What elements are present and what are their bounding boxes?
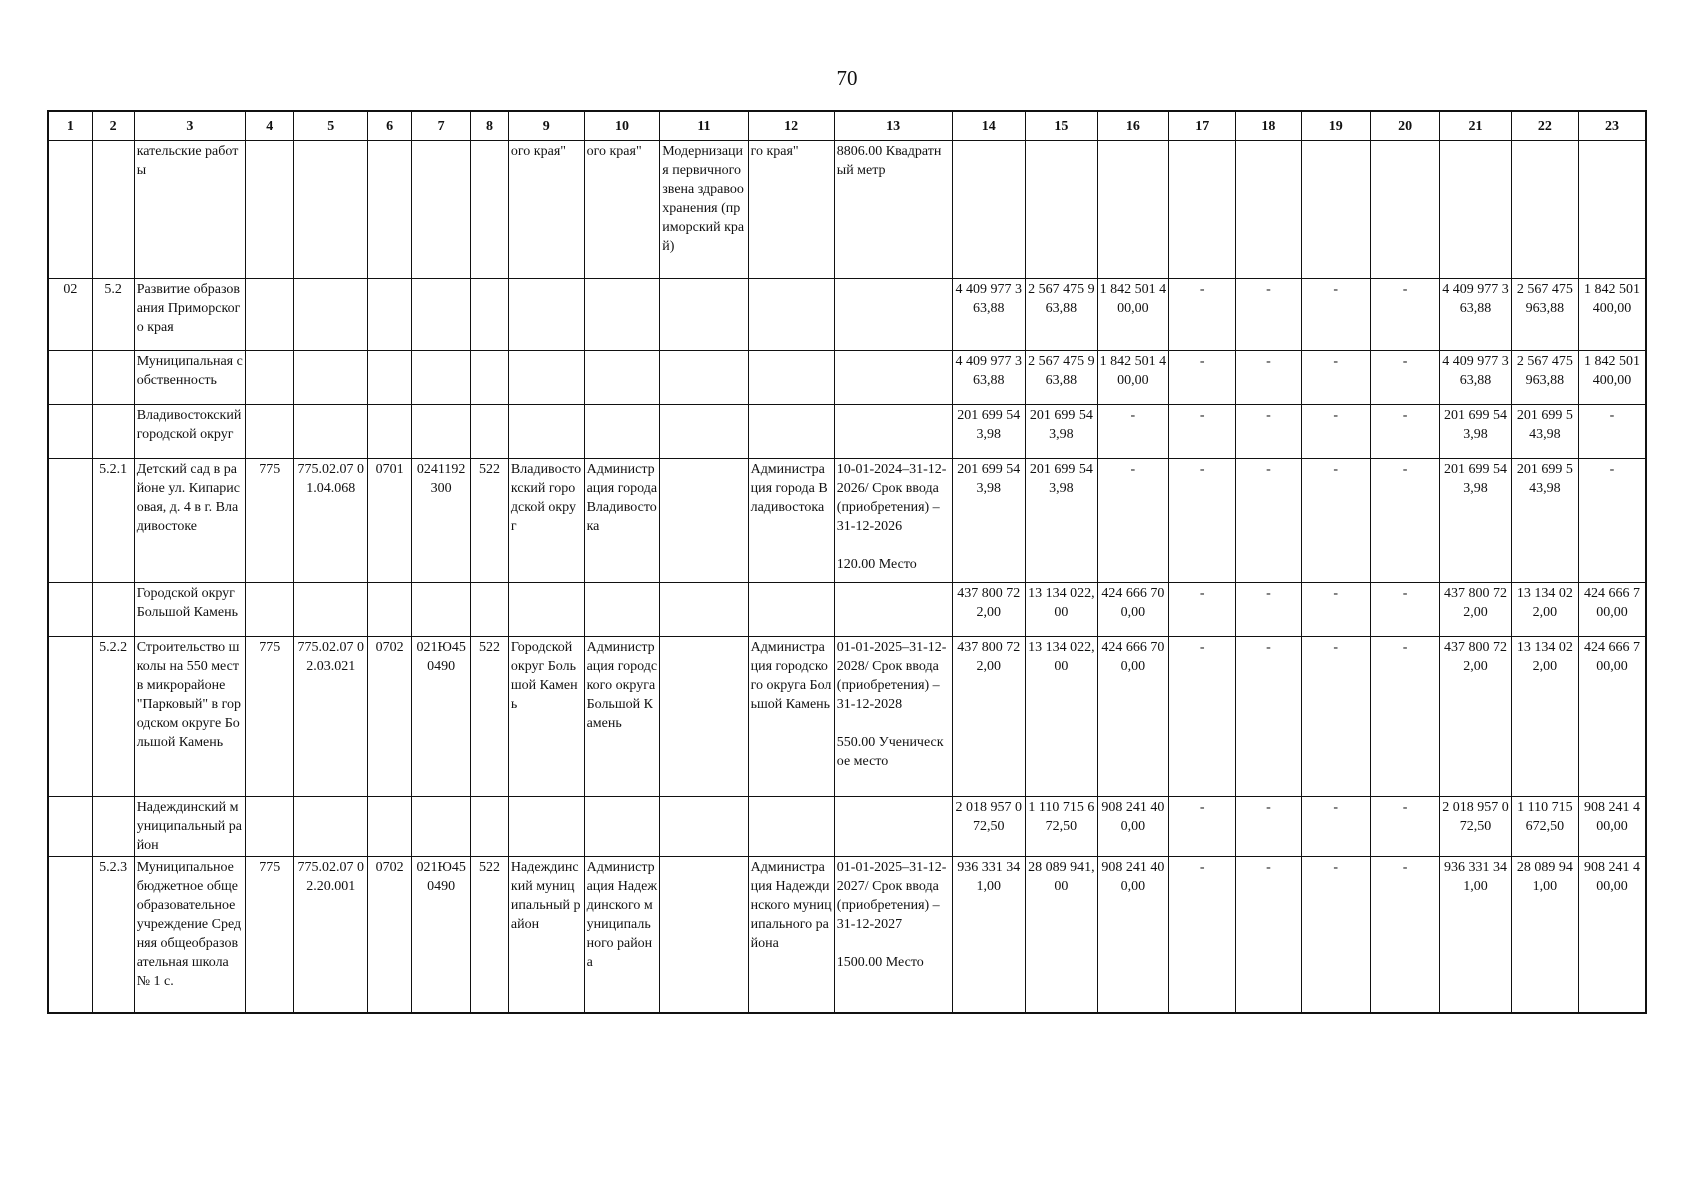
cell-col-19: - [1301,583,1370,637]
cell-col-23: 908 241 400,00 [1579,797,1646,857]
cell-col-12: Администрация Надеждинского муниципального района [748,857,834,1013]
cell-col-8 [471,583,509,637]
cell-col-22: 201 699 543,98 [1511,405,1578,459]
table-row [48,141,1646,279]
cell-col-11 [660,857,748,1013]
cell-col-8 [471,351,509,405]
column-header-20: 20 [1370,111,1439,141]
column-header-21: 21 [1440,111,1511,141]
cell-col-8 [471,405,509,459]
cell-col-12: го края" [748,141,834,279]
cell-col-12 [748,405,834,459]
cell-col-1 [48,857,92,1013]
cell-col-20 [1370,141,1439,279]
cell-col-6 [368,279,412,351]
cell-col-19: - [1301,405,1370,459]
cell-col-7 [412,583,471,637]
cell-col-14: 201 699 543,98 [952,405,1026,459]
cell-col-17: - [1169,351,1236,405]
cell-col-19: - [1301,637,1370,797]
cell-col-4: 775 [246,637,294,797]
cell-col-2: 5.2.3 [92,857,134,1013]
cell-col-1 [48,459,92,583]
cell-col-23: 424 666 700,00 [1579,637,1646,797]
cell-col-2 [92,797,134,857]
cell-col-1 [48,351,92,405]
cell-col-12: Администрация города Владивостока [748,459,834,583]
cell-col-16: 908 241 400,00 [1097,857,1168,1013]
cell-col-18 [1236,141,1301,279]
column-header-23: 23 [1579,111,1646,141]
cell-col-18: - [1236,459,1301,583]
cell-col-3: Муниципальная собственность [134,351,245,405]
cell-col-5 [294,279,368,351]
table-row [48,857,1646,1013]
cell-col-2 [92,351,134,405]
table-row [48,405,1646,459]
budget-table [47,110,1647,1014]
cell-col-23: 424 666 700,00 [1579,583,1646,637]
cell-col-3: Владивостокский городской округ [134,405,245,459]
cell-col-21 [1440,141,1511,279]
cell-col-6: 0701 [368,459,412,583]
cell-col-13: 01-01-2025–31-12-2027/ Срок ввода (приобретения) – 31-12-2027 1500.00 Место [834,857,952,1013]
cell-col-7: 0241192300 [412,459,471,583]
cell-col-10 [584,583,660,637]
cell-col-7 [412,797,471,857]
column-header-4: 4 [246,111,294,141]
column-header-15: 15 [1026,111,1097,141]
cell-col-14 [952,141,1026,279]
cell-col-15 [1026,141,1097,279]
cell-col-16: 424 666 700,00 [1097,583,1168,637]
cell-col-10 [584,351,660,405]
cell-col-9: ого края" [508,141,584,279]
column-header-19: 19 [1301,111,1370,141]
cell-col-4 [246,141,294,279]
cell-col-23 [1579,141,1646,279]
cell-col-19: - [1301,279,1370,351]
cell-col-18: - [1236,583,1301,637]
cell-col-11 [660,797,748,857]
cell-col-5 [294,405,368,459]
cell-col-13 [834,583,952,637]
cell-col-8 [471,797,509,857]
cell-col-15: 13 134 022,00 [1026,583,1097,637]
cell-col-3: кательские работы [134,141,245,279]
cell-col-10 [584,279,660,351]
cell-col-15: 201 699 543,98 [1026,459,1097,583]
cell-col-7: 021Ю450490 [412,637,471,797]
column-header-10: 10 [584,111,660,141]
cell-col-15: 13 134 022,00 [1026,637,1097,797]
cell-col-7 [412,141,471,279]
cell-col-11 [660,351,748,405]
cell-col-16: - [1097,405,1168,459]
cell-col-19: - [1301,351,1370,405]
cell-col-13: 10-01-2024–31-12-2026/ Срок ввода (приобретения) – 31-12-2026 120.00 Место [834,459,952,583]
cell-col-5: 775.02.07 01.04.068 [294,459,368,583]
cell-col-6: 0702 [368,857,412,1013]
cell-col-23: 908 241 400,00 [1579,857,1646,1013]
cell-col-23: 1 842 501 400,00 [1579,351,1646,405]
cell-col-12 [748,797,834,857]
cell-col-20: - [1370,583,1439,637]
cell-col-3: Муниципальное бюджетное общеобразовательное учреждение Средняя общеобразовательная школа № 1 с. [134,857,245,1013]
cell-col-20: - [1370,279,1439,351]
cell-col-15: 201 699 543,98 [1026,405,1097,459]
cell-col-15: 28 089 941,00 [1026,857,1097,1013]
cell-col-20: - [1370,459,1439,583]
page-number: 70 [836,66,858,90]
cell-col-2: 5.2 [92,279,134,351]
column-header-7: 7 [412,111,471,141]
cell-col-8 [471,141,509,279]
cell-col-1 [48,797,92,857]
cell-col-15: 1 110 715 672,50 [1026,797,1097,857]
cell-col-5: 775.02.07 02.03.021 [294,637,368,797]
cell-col-4: 775 [246,459,294,583]
cell-col-1: 02 [48,279,92,351]
column-header-13: 13 [834,111,952,141]
cell-col-16: 1 842 501 400,00 [1097,279,1168,351]
cell-col-21: 2 018 957 072,50 [1440,797,1511,857]
cell-col-1 [48,637,92,797]
cell-col-6 [368,797,412,857]
cell-col-23: - [1579,405,1646,459]
column-header-8: 8 [471,111,509,141]
cell-col-21: 936 331 341,00 [1440,857,1511,1013]
cell-col-13 [834,405,952,459]
cell-col-12 [748,351,834,405]
cell-col-22: 2 567 475 963,88 [1511,279,1578,351]
table-row [48,637,1646,797]
cell-col-23: 1 842 501 400,00 [1579,279,1646,351]
cell-col-4 [246,583,294,637]
cell-col-6: 0702 [368,637,412,797]
cell-col-16: 908 241 400,00 [1097,797,1168,857]
cell-col-9: Владивостокский городской округ [508,459,584,583]
cell-col-17: - [1169,279,1236,351]
cell-col-15: 2 567 475 963,88 [1026,351,1097,405]
cell-col-20: - [1370,637,1439,797]
cell-col-16 [1097,141,1168,279]
cell-col-17: - [1169,405,1236,459]
cell-col-17: - [1169,797,1236,857]
cell-col-10 [584,797,660,857]
cell-col-14: 4 409 977 363,88 [952,351,1026,405]
cell-col-2: 5.2.2 [92,637,134,797]
table-row [48,459,1646,583]
cell-col-17: - [1169,857,1236,1013]
cell-col-17 [1169,141,1236,279]
cell-col-12 [748,279,834,351]
column-header-17: 17 [1169,111,1236,141]
cell-col-1 [48,583,92,637]
cell-col-3: Надеждинский муниципальный район [134,797,245,857]
cell-col-8: 522 [471,857,509,1013]
cell-col-2 [92,583,134,637]
cell-col-1 [48,405,92,459]
cell-col-21: 437 800 722,00 [1440,637,1511,797]
cell-col-3: Городской округ Большой Камень [134,583,245,637]
cell-col-9: Городской округ Большой Камень [508,637,584,797]
cell-col-11 [660,637,748,797]
cell-col-9: Надеждинский муниципальный район [508,857,584,1013]
cell-col-9 [508,583,584,637]
cell-col-5: 775.02.07 02.20.001 [294,857,368,1013]
cell-col-14: 201 699 543,98 [952,459,1026,583]
cell-col-21: 201 699 543,98 [1440,405,1511,459]
cell-col-13 [834,797,952,857]
column-header-11: 11 [660,111,748,141]
cell-col-14: 437 800 722,00 [952,583,1026,637]
table-row [48,583,1646,637]
cell-col-3: Строительство школы на 550 мест в микрорайоне "Парковый" в городском округе Большой Камень [134,637,245,797]
column-header-14: 14 [952,111,1026,141]
cell-col-8 [471,279,509,351]
cell-col-14: 437 800 722,00 [952,637,1026,797]
table-row [48,797,1646,857]
cell-col-10 [584,405,660,459]
cell-col-21: 4 409 977 363,88 [1440,351,1511,405]
cell-col-22: 13 134 022,00 [1511,583,1578,637]
cell-col-7: 021Ю450490 [412,857,471,1013]
cell-col-19: - [1301,459,1370,583]
cell-col-21: 201 699 543,98 [1440,459,1511,583]
cell-col-6 [368,583,412,637]
cell-col-7 [412,279,471,351]
cell-col-14: 2 018 957 072,50 [952,797,1026,857]
column-header-22: 22 [1511,111,1578,141]
cell-col-22: 28 089 941,00 [1511,857,1578,1013]
cell-col-4 [246,797,294,857]
cell-col-4 [246,405,294,459]
cell-col-20: - [1370,405,1439,459]
cell-col-13: 8806.00 Квадратный метр [834,141,952,279]
cell-col-18: - [1236,279,1301,351]
column-header-18: 18 [1236,111,1301,141]
cell-col-11 [660,279,748,351]
cell-col-5 [294,141,368,279]
cell-col-8: 522 [471,459,509,583]
column-header-5: 5 [294,111,368,141]
column-header-12: 12 [748,111,834,141]
cell-col-17: - [1169,459,1236,583]
cell-col-15: 2 567 475 963,88 [1026,279,1097,351]
cell-col-13 [834,279,952,351]
cell-col-11 [660,459,748,583]
cell-col-16: - [1097,459,1168,583]
cell-col-12 [748,583,834,637]
cell-col-22: 201 699 543,98 [1511,459,1578,583]
column-header-2: 2 [92,111,134,141]
cell-col-4 [246,279,294,351]
cell-col-6 [368,405,412,459]
cell-col-19: - [1301,797,1370,857]
header-row [48,111,1646,141]
cell-col-10: Администрация Надеждинского муниципального района [584,857,660,1013]
cell-col-9 [508,279,584,351]
cell-col-18: - [1236,797,1301,857]
cell-col-12: Администрация городского округа Большой Камень [748,637,834,797]
column-header-9: 9 [508,111,584,141]
cell-col-22: 13 134 022,00 [1511,637,1578,797]
cell-col-10: Администрация города Владивостока [584,459,660,583]
column-header-3: 3 [134,111,245,141]
cell-col-3: Развитие образования Приморского края [134,279,245,351]
cell-col-20: - [1370,797,1439,857]
cell-col-11 [660,405,748,459]
cell-col-4: 775 [246,857,294,1013]
cell-col-4 [246,351,294,405]
cell-col-7 [412,351,471,405]
cell-col-18: - [1236,857,1301,1013]
cell-col-9 [508,797,584,857]
cell-col-22: 1 110 715 672,50 [1511,797,1578,857]
cell-col-11 [660,583,748,637]
cell-col-19 [1301,141,1370,279]
column-header-1: 1 [48,111,92,141]
cell-col-16: 1 842 501 400,00 [1097,351,1168,405]
cell-col-11: Модернизация первичного звена здравоохранения (приморский край) [660,141,748,279]
cell-col-18: - [1236,637,1301,797]
cell-col-2 [92,405,134,459]
cell-col-14: 4 409 977 363,88 [952,279,1026,351]
cell-col-9 [508,405,584,459]
cell-col-14: 936 331 341,00 [952,857,1026,1013]
cell-col-21: 4 409 977 363,88 [1440,279,1511,351]
cell-col-3: Детский сад в районе ул. Кипарисовая, д. 4 в г. Владивостоке [134,459,245,583]
cell-col-5 [294,797,368,857]
cell-col-20: - [1370,857,1439,1013]
table-row [48,351,1646,405]
cell-col-10: ого края" [584,141,660,279]
cell-col-5 [294,351,368,405]
column-header-6: 6 [368,111,412,141]
cell-col-7 [412,405,471,459]
cell-col-9 [508,351,584,405]
column-header-16: 16 [1097,111,1168,141]
table-row [48,279,1646,351]
cell-col-1 [48,141,92,279]
cell-col-20: - [1370,351,1439,405]
cell-col-6 [368,351,412,405]
cell-col-2 [92,141,134,279]
cell-col-13: 01-01-2025–31-12-2028/ Срок ввода (приобретения) – 31-12-2028 550.00 Ученическое место [834,637,952,797]
cell-col-21: 437 800 722,00 [1440,583,1511,637]
cell-col-23: - [1579,459,1646,583]
cell-col-6 [368,141,412,279]
cell-col-5 [294,583,368,637]
cell-col-17: - [1169,637,1236,797]
cell-col-16: 424 666 700,00 [1097,637,1168,797]
cell-col-22: 2 567 475 963,88 [1511,351,1578,405]
cell-col-8: 522 [471,637,509,797]
cell-col-13 [834,351,952,405]
cell-col-18: - [1236,405,1301,459]
cell-col-19: - [1301,857,1370,1013]
cell-col-18: - [1236,351,1301,405]
cell-col-22 [1511,141,1578,279]
cell-col-2: 5.2.1 [92,459,134,583]
cell-col-10: Администрация городского округа Большой Камень [584,637,660,797]
cell-col-17: - [1169,583,1236,637]
